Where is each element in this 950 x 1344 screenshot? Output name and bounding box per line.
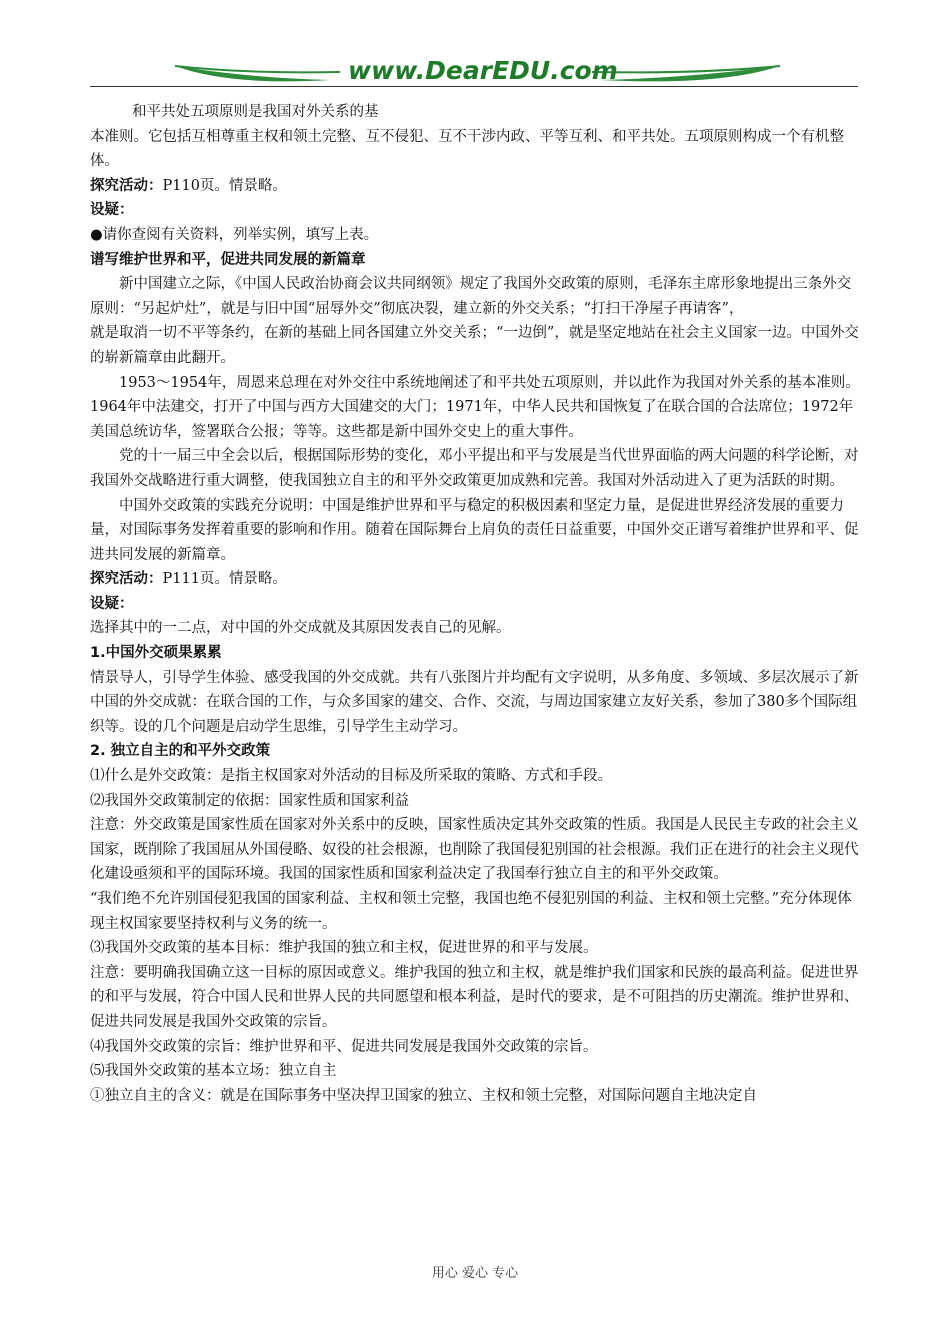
paragraph: 中国外交政策的实践充分说明：中国是维护世界和平与稳定的积极因素和坚定力量，是促进世界经济发展的重要力量，对国际事务发挥着重要的影响和作用。随着在国际舞台上肩负的责任日益重要，中国外交正谱写着维护世界和平、促进共同发展的新篇章。 (90, 497, 859, 563)
paragraph: 本准则。它包括互相尊重主权和领土完整、互不侵犯、互不干涉内政、平等互利、和平共处。五项原则构成一个有机整体。 (90, 128, 844, 170)
section-heading: 1.中国外交硕果累累 (90, 645, 222, 662)
paragraph (90, 174, 860, 199)
paragraph: 情景导人，引导学生体验、感受我国的外交成就。共有八张图片并均配有文字说明，从多角度、多领域、多层次展示了新中国的外交成就：在联合国的工作，与众多国家的建交、合作、交流，与周边国家建立友好关系，参加了380多个国际组织等。设的几个问题是启动学生思维，引导学生主动学习。 (90, 669, 859, 735)
section-heading: 谱写维护世界和平，促进共同发展的新篇章 (90, 251, 366, 268)
paragraph: ●请你查阅有关资料，列举实例，填写上表。 (90, 226, 379, 243)
activity-text: P111页。情景略。 (162, 571, 287, 588)
paragraph: ⑵我国外交政策制定的依据：国家性质和国家利益 (90, 792, 409, 809)
paragraph: 注意：外交政策是国家性质在国家对外关系中的反映，国家性质决定其外交政策的性质。我国是人民民主专政的社会主义国家，既削除了我国屈从外国侵略、奴役的社会根源，也削除了我国侵犯别国的社会根源。我们正在进行的社会主义现代化建设亟须和平的国际环境。我国的国家性质和国家利益决定了我国奉行独立自主的和平外交政策。 (90, 817, 859, 883)
section-heading: 设疑： (90, 202, 134, 219)
paragraph: ⑶我国外交政策的基本目标：维护我国的独立和主权，促进世界的和平与发展。 (90, 940, 598, 957)
paragraph: ⑸我国外交政策的基本立场：独立自主 (90, 1063, 337, 1080)
page-footer: 用心 爱心 专心 (431, 1266, 519, 1281)
activity-label: 探究活动： (90, 571, 163, 588)
paragraph: 新中国建立之际，《中国人民政治协商会议共同纲领》规定了我国外交政策的原则，毛泽东主席形象地提出三条外交原则：“另起炉灶”，就是与旧中国“屈辱外交”彻底决裂，建立新的外交关系；“打扫干净屋子再请客”， (90, 276, 852, 317)
page-header (0, 0, 950, 92)
paragraph: 就是取消一切不平等条约，在新的基础上同各国建立外交关系；“一边倒”，就是坚定地站在社会主义国家一边。中国外交的崭新篇章由此翻开。 (90, 325, 859, 366)
paragraph: 1953～1954年，周恩来总理在对外交往中系统地阐述了和平共处五项原则，并以此作为我国对外关系的基本准则。1964年中法建交，打开了中国与西方大国建交的大门；1971年，中华人民共和国恢复了在联合国的合法席位；1972年美国总统访华，签署联合公报；等等。这些都是新中国外交史上的重大事件。 (90, 374, 860, 440)
activity-label: 探究活动： (90, 177, 163, 194)
activity-text: P110页。情景略。 (162, 177, 287, 194)
site-logo-text: www.DearEDU.com (348, 56, 618, 85)
paragraph: ⑷我国外交政策的宗旨：维护世界和平、促进共同发展是我国外交政策的宗旨。 (90, 1038, 598, 1055)
paragraph: 和平共处五项原则是我国对外关系的基 (132, 104, 379, 120)
paragraph: 选择其中的一二点，对中国的外交成就及其原因发表自己的见解。 (90, 620, 511, 637)
section-heading: 2. 独立自主的和平外交政策 (90, 743, 271, 760)
section-heading: 设疑： (90, 595, 134, 612)
document-body (90, 100, 860, 1108)
paragraph: 党的十一届三中全会以后，根据国际形势的变化，邓小平提出和平与发展是当代世界面临的两大问题的科学论断，对我国外交战略进行重大调整，使我国独立自主的和平外交政策更加成熟和完善。我国对外活动进入了更为活跃的时期。 (90, 448, 859, 489)
paragraph: “我们绝不允许别国侵犯我国的国家利益、主权和领土完整，我国也绝不侵犯别国的利益、主权和领土完整。”充分体现体现主权国家要坚持权利与义务的统一。 (90, 891, 852, 932)
header-rule (90, 86, 858, 87)
paragraph: ①独立自主的含义：就是在国际事务中坚决捍卫国家的独立、主权和领土完整，对国际问题自主地决定自 (90, 1087, 757, 1104)
paragraph (90, 567, 860, 592)
paragraph: ⑴什么是外交政策：是指主权国家对外活动的目标及所采取的策略、方式和手段。 (90, 768, 612, 785)
paragraph: 注意：要明确我国确立这一目标的原因或意义。维护我国的独立和主权，就是维护我们国家和民族的最高利益。促进世界的和平与发展，符合中国人民和世界人民的共同愿望和根本利益，是时代的要求，是不可阻挡的历史潮流。维护世界和、促进共同发展是我国外交政策的宗旨。 (90, 964, 859, 1030)
